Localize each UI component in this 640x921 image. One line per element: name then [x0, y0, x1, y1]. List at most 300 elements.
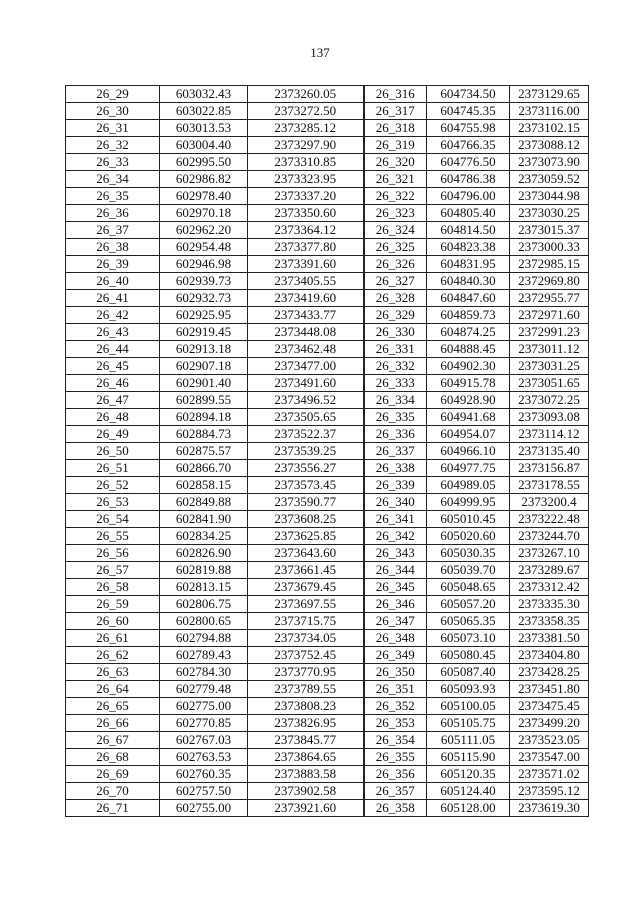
x-coordinate-cell: 605124.40 [427, 783, 510, 800]
y-coordinate-cell: 2373826.95 [248, 715, 364, 732]
y-coordinate-cell: 2373734.05 [248, 630, 364, 647]
point-id-cell: 26_46 [66, 375, 160, 392]
x-coordinate-cell: 604874.25 [427, 324, 510, 341]
x-coordinate-cell: 605039.70 [427, 562, 510, 579]
coordinates-table-body [66, 86, 589, 817]
x-coordinate-cell: 604999.95 [427, 494, 510, 511]
y-coordinate-cell: 2373522.37 [248, 426, 364, 443]
y-coordinate-cell: 2373129.65 [510, 86, 589, 103]
point-id-cell: 26_41 [66, 290, 160, 307]
point-id-cell: 26_341 [364, 511, 427, 528]
y-coordinate-cell: 2373523.05 [510, 732, 589, 749]
y-coordinate-cell: 2373391.60 [248, 256, 364, 273]
y-coordinate-cell: 2373608.25 [248, 511, 364, 528]
x-coordinate-cell: 604796.00 [427, 188, 510, 205]
x-coordinate-cell: 602767.03 [160, 732, 248, 749]
y-coordinate-cell: 2373312.42 [510, 579, 589, 596]
table-row [66, 749, 589, 766]
table-row [66, 120, 589, 137]
y-coordinate-cell: 2372969.80 [510, 273, 589, 290]
point-id-cell: 26_334 [364, 392, 427, 409]
point-id-cell: 26_29 [66, 86, 160, 103]
point-id-cell: 26_64 [66, 681, 160, 698]
y-coordinate-cell: 2373297.90 [248, 137, 364, 154]
table-row [66, 188, 589, 205]
x-coordinate-cell: 604989.05 [427, 477, 510, 494]
y-coordinate-cell: 2373088.12 [510, 137, 589, 154]
x-coordinate-cell: 602986.82 [160, 171, 248, 188]
y-coordinate-cell: 2373475.45 [510, 698, 589, 715]
table-row [66, 562, 589, 579]
table-row [66, 647, 589, 664]
point-id-cell: 26_68 [66, 749, 160, 766]
point-id-cell: 26_33 [66, 154, 160, 171]
y-coordinate-cell: 2373350.60 [248, 205, 364, 222]
y-coordinate-cell: 2373590.77 [248, 494, 364, 511]
y-coordinate-cell: 2373323.95 [248, 171, 364, 188]
y-coordinate-cell: 2373808.23 [248, 698, 364, 715]
x-coordinate-cell: 602813.15 [160, 579, 248, 596]
y-coordinate-cell: 2373556.27 [248, 460, 364, 477]
point-id-cell: 26_60 [66, 613, 160, 630]
y-coordinate-cell: 2373864.65 [248, 749, 364, 766]
point-id-cell: 26_331 [364, 341, 427, 358]
y-coordinate-cell: 2373571.02 [510, 766, 589, 783]
x-coordinate-cell: 602755.00 [160, 800, 248, 817]
y-coordinate-cell: 2373072.25 [510, 392, 589, 409]
point-id-cell: 26_39 [66, 256, 160, 273]
y-coordinate-cell: 2372985.15 [510, 256, 589, 273]
point-id-cell: 26_351 [364, 681, 427, 698]
table-row [66, 103, 589, 120]
y-coordinate-cell: 2372955.77 [510, 290, 589, 307]
point-id-cell: 26_34 [66, 171, 160, 188]
table-row [66, 86, 589, 103]
x-coordinate-cell: 602775.00 [160, 698, 248, 715]
x-coordinate-cell: 602875.57 [160, 443, 248, 460]
x-coordinate-cell: 605087.40 [427, 664, 510, 681]
x-coordinate-cell: 604734.50 [427, 86, 510, 103]
point-id-cell: 26_53 [66, 494, 160, 511]
x-coordinate-cell: 605120.35 [427, 766, 510, 783]
point-id-cell: 26_322 [364, 188, 427, 205]
point-id-cell: 26_329 [364, 307, 427, 324]
table-row [66, 205, 589, 222]
x-coordinate-cell: 602770.85 [160, 715, 248, 732]
point-id-cell: 26_31 [66, 120, 160, 137]
x-coordinate-cell: 604954.07 [427, 426, 510, 443]
point-id-cell: 26_67 [66, 732, 160, 749]
point-id-cell: 26_346 [364, 596, 427, 613]
y-coordinate-cell: 2373404.80 [510, 647, 589, 664]
x-coordinate-cell: 602858.15 [160, 477, 248, 494]
point-id-cell: 26_333 [364, 375, 427, 392]
x-coordinate-cell: 605111.05 [427, 732, 510, 749]
table-row [66, 630, 589, 647]
table-row [66, 273, 589, 290]
x-coordinate-cell: 604977.75 [427, 460, 510, 477]
x-coordinate-cell: 605073.10 [427, 630, 510, 647]
coordinates-table [65, 85, 589, 817]
x-coordinate-cell: 602939.73 [160, 273, 248, 290]
y-coordinate-cell: 2373102.15 [510, 120, 589, 137]
point-id-cell: 26_38 [66, 239, 160, 256]
y-coordinate-cell: 2373335.30 [510, 596, 589, 613]
point-id-cell: 26_324 [364, 222, 427, 239]
y-coordinate-cell: 2373267.10 [510, 545, 589, 562]
point-id-cell: 26_327 [364, 273, 427, 290]
y-coordinate-cell: 2372971.60 [510, 307, 589, 324]
x-coordinate-cell: 602760.35 [160, 766, 248, 783]
table-row [66, 698, 589, 715]
y-coordinate-cell: 2373260.05 [248, 86, 364, 103]
point-id-cell: 26_349 [364, 647, 427, 664]
x-coordinate-cell: 602919.45 [160, 324, 248, 341]
y-coordinate-cell: 2373114.12 [510, 426, 589, 443]
point-id-cell: 26_57 [66, 562, 160, 579]
x-coordinate-cell: 602763.53 [160, 749, 248, 766]
y-coordinate-cell: 2373135.40 [510, 443, 589, 460]
point-id-cell: 26_345 [364, 579, 427, 596]
point-id-cell: 26_328 [364, 290, 427, 307]
point-id-cell: 26_343 [364, 545, 427, 562]
point-id-cell: 26_347 [364, 613, 427, 630]
x-coordinate-cell: 602849.88 [160, 494, 248, 511]
point-id-cell: 26_358 [364, 800, 427, 817]
x-coordinate-cell: 603013.53 [160, 120, 248, 137]
y-coordinate-cell: 2373883.58 [248, 766, 364, 783]
x-coordinate-cell: 602978.40 [160, 188, 248, 205]
x-coordinate-cell: 604831.95 [427, 256, 510, 273]
y-coordinate-cell: 2373477.00 [248, 358, 364, 375]
y-coordinate-cell: 2373200.4 [510, 494, 589, 511]
table-row [66, 392, 589, 409]
x-coordinate-cell: 604847.60 [427, 290, 510, 307]
y-coordinate-cell: 2373697.55 [248, 596, 364, 613]
point-id-cell: 26_323 [364, 205, 427, 222]
table-row [66, 443, 589, 460]
x-coordinate-cell: 604755.98 [427, 120, 510, 137]
point-id-cell: 26_356 [364, 766, 427, 783]
y-coordinate-cell: 2373000.33 [510, 239, 589, 256]
y-coordinate-cell: 2373505.65 [248, 409, 364, 426]
x-coordinate-cell: 602834.25 [160, 528, 248, 545]
table-row [66, 545, 589, 562]
table-row [66, 222, 589, 239]
y-coordinate-cell: 2373428.25 [510, 664, 589, 681]
y-coordinate-cell: 2373011.12 [510, 341, 589, 358]
x-coordinate-cell: 604915.78 [427, 375, 510, 392]
x-coordinate-cell: 604902.30 [427, 358, 510, 375]
table-row [66, 766, 589, 783]
x-coordinate-cell: 602970.18 [160, 205, 248, 222]
y-coordinate-cell: 2373073.90 [510, 154, 589, 171]
y-coordinate-cell: 2373093.08 [510, 409, 589, 426]
y-coordinate-cell: 2373451.80 [510, 681, 589, 698]
point-id-cell: 26_330 [364, 324, 427, 341]
x-coordinate-cell: 605010.45 [427, 511, 510, 528]
y-coordinate-cell: 2373770.95 [248, 664, 364, 681]
x-coordinate-cell: 604745.35 [427, 103, 510, 120]
x-coordinate-cell: 605048.65 [427, 579, 510, 596]
x-coordinate-cell: 604786.38 [427, 171, 510, 188]
table-row [66, 341, 589, 358]
point-id-cell: 26_335 [364, 409, 427, 426]
table-row [66, 681, 589, 698]
point-id-cell: 26_317 [364, 103, 427, 120]
table-row [66, 307, 589, 324]
point-id-cell: 26_355 [364, 749, 427, 766]
y-coordinate-cell: 2373289.67 [510, 562, 589, 579]
point-id-cell: 26_47 [66, 392, 160, 409]
point-id-cell: 26_56 [66, 545, 160, 562]
point-id-cell: 26_37 [66, 222, 160, 239]
point-id-cell: 26_32 [66, 137, 160, 154]
x-coordinate-cell: 602784.30 [160, 664, 248, 681]
point-id-cell: 26_353 [364, 715, 427, 732]
y-coordinate-cell: 2373310.85 [248, 154, 364, 171]
y-coordinate-cell: 2373595.12 [510, 783, 589, 800]
y-coordinate-cell: 2373462.48 [248, 341, 364, 358]
y-coordinate-cell: 2373030.25 [510, 205, 589, 222]
point-id-cell: 26_336 [364, 426, 427, 443]
x-coordinate-cell: 605128.00 [427, 800, 510, 817]
y-coordinate-cell: 2373116.00 [510, 103, 589, 120]
point-id-cell: 26_318 [364, 120, 427, 137]
y-coordinate-cell: 2373244.70 [510, 528, 589, 545]
table-row [66, 460, 589, 477]
point-id-cell: 26_49 [66, 426, 160, 443]
x-coordinate-cell: 605105.75 [427, 715, 510, 732]
point-id-cell: 26_325 [364, 239, 427, 256]
y-coordinate-cell: 2373178.55 [510, 477, 589, 494]
point-id-cell: 26_69 [66, 766, 160, 783]
x-coordinate-cell: 603032.43 [160, 86, 248, 103]
y-coordinate-cell: 2373433.77 [248, 307, 364, 324]
point-id-cell: 26_62 [66, 647, 160, 664]
point-id-cell: 26_66 [66, 715, 160, 732]
y-coordinate-cell: 2373222.48 [510, 511, 589, 528]
point-id-cell: 26_326 [364, 256, 427, 273]
x-coordinate-cell: 602806.75 [160, 596, 248, 613]
x-coordinate-cell: 602913.18 [160, 341, 248, 358]
x-coordinate-cell: 604966.10 [427, 443, 510, 460]
table-row [66, 494, 589, 511]
point-id-cell: 26_319 [364, 137, 427, 154]
y-coordinate-cell: 2373679.45 [248, 579, 364, 596]
y-coordinate-cell: 2373364.12 [248, 222, 364, 239]
point-id-cell: 26_36 [66, 205, 160, 222]
x-coordinate-cell: 604888.45 [427, 341, 510, 358]
table-row [66, 426, 589, 443]
y-coordinate-cell: 2373625.85 [248, 528, 364, 545]
table-row [66, 528, 589, 545]
x-coordinate-cell: 604840.30 [427, 273, 510, 290]
y-coordinate-cell: 2373496.52 [248, 392, 364, 409]
x-coordinate-cell: 602841.90 [160, 511, 248, 528]
x-coordinate-cell: 603004.40 [160, 137, 248, 154]
point-id-cell: 26_348 [364, 630, 427, 647]
y-coordinate-cell: 2373031.25 [510, 358, 589, 375]
y-coordinate-cell: 2373015.37 [510, 222, 589, 239]
y-coordinate-cell: 2373377.80 [248, 239, 364, 256]
page-number: 137 [310, 45, 330, 60]
x-coordinate-cell: 604823.38 [427, 239, 510, 256]
x-coordinate-cell: 602789.43 [160, 647, 248, 664]
table-row [66, 409, 589, 426]
y-coordinate-cell: 2373059.52 [510, 171, 589, 188]
y-coordinate-cell: 2373643.60 [248, 545, 364, 562]
x-coordinate-cell: 602794.88 [160, 630, 248, 647]
point-id-cell: 26_54 [66, 511, 160, 528]
x-coordinate-cell: 604859.73 [427, 307, 510, 324]
table-row [66, 732, 589, 749]
y-coordinate-cell: 2373044.98 [510, 188, 589, 205]
x-coordinate-cell: 602826.90 [160, 545, 248, 562]
y-coordinate-cell: 2373845.77 [248, 732, 364, 749]
table-row [66, 664, 589, 681]
x-coordinate-cell: 602899.55 [160, 392, 248, 409]
y-coordinate-cell: 2373619.30 [510, 800, 589, 817]
x-coordinate-cell: 602962.20 [160, 222, 248, 239]
y-coordinate-cell: 2372991.23 [510, 324, 589, 341]
x-coordinate-cell: 605115.90 [427, 749, 510, 766]
x-coordinate-cell: 604941.68 [427, 409, 510, 426]
x-coordinate-cell: 604814.50 [427, 222, 510, 239]
point-id-cell: 26_70 [66, 783, 160, 800]
point-id-cell: 26_55 [66, 528, 160, 545]
point-id-cell: 26_354 [364, 732, 427, 749]
point-id-cell: 26_42 [66, 307, 160, 324]
y-coordinate-cell: 2373448.08 [248, 324, 364, 341]
point-id-cell: 26_59 [66, 596, 160, 613]
y-coordinate-cell: 2373419.60 [248, 290, 364, 307]
y-coordinate-cell: 2373573.45 [248, 477, 364, 494]
table-row [66, 154, 589, 171]
point-id-cell: 26_332 [364, 358, 427, 375]
x-coordinate-cell: 602894.18 [160, 409, 248, 426]
x-coordinate-cell: 602995.50 [160, 154, 248, 171]
point-id-cell: 26_44 [66, 341, 160, 358]
point-id-cell: 26_48 [66, 409, 160, 426]
x-coordinate-cell: 604805.40 [427, 205, 510, 222]
x-coordinate-cell: 604776.50 [427, 154, 510, 171]
table-row [66, 800, 589, 817]
y-coordinate-cell: 2373358.35 [510, 613, 589, 630]
x-coordinate-cell: 605093.93 [427, 681, 510, 698]
table-row [66, 596, 589, 613]
y-coordinate-cell: 2373491.60 [248, 375, 364, 392]
table-row [66, 511, 589, 528]
point-id-cell: 26_61 [66, 630, 160, 647]
x-coordinate-cell: 604766.35 [427, 137, 510, 154]
y-coordinate-cell: 2373156.87 [510, 460, 589, 477]
point-id-cell: 26_321 [364, 171, 427, 188]
y-coordinate-cell: 2373661.45 [248, 562, 364, 579]
point-id-cell: 26_52 [66, 477, 160, 494]
x-coordinate-cell: 602954.48 [160, 239, 248, 256]
x-coordinate-cell: 602932.73 [160, 290, 248, 307]
y-coordinate-cell: 2373499.20 [510, 715, 589, 732]
x-coordinate-cell: 602925.95 [160, 307, 248, 324]
x-coordinate-cell: 605030.35 [427, 545, 510, 562]
y-coordinate-cell: 2373272.50 [248, 103, 364, 120]
y-coordinate-cell: 2373539.25 [248, 443, 364, 460]
x-coordinate-cell: 602779.48 [160, 681, 248, 698]
x-coordinate-cell: 604928.90 [427, 392, 510, 409]
y-coordinate-cell: 2373405.55 [248, 273, 364, 290]
point-id-cell: 26_35 [66, 188, 160, 205]
point-id-cell: 26_30 [66, 103, 160, 120]
table-row [66, 290, 589, 307]
x-coordinate-cell: 602907.18 [160, 358, 248, 375]
y-coordinate-cell: 2373789.55 [248, 681, 364, 698]
point-id-cell: 26_71 [66, 800, 160, 817]
point-id-cell: 26_58 [66, 579, 160, 596]
y-coordinate-cell: 2373715.75 [248, 613, 364, 630]
x-coordinate-cell: 602819.88 [160, 562, 248, 579]
x-coordinate-cell: 602946.98 [160, 256, 248, 273]
table-row [66, 613, 589, 630]
y-coordinate-cell: 2373337.20 [248, 188, 364, 205]
y-coordinate-cell: 2373547.00 [510, 749, 589, 766]
point-id-cell: 26_344 [364, 562, 427, 579]
point-id-cell: 26_357 [364, 783, 427, 800]
y-coordinate-cell: 2373752.45 [248, 647, 364, 664]
y-coordinate-cell: 2373381.50 [510, 630, 589, 647]
x-coordinate-cell: 605065.35 [427, 613, 510, 630]
x-coordinate-cell: 605080.45 [427, 647, 510, 664]
point-id-cell: 26_320 [364, 154, 427, 171]
point-id-cell: 26_51 [66, 460, 160, 477]
point-id-cell: 26_337 [364, 443, 427, 460]
y-coordinate-cell: 2373902.58 [248, 783, 364, 800]
y-coordinate-cell: 2373921.60 [248, 800, 364, 817]
point-id-cell: 26_350 [364, 664, 427, 681]
table-row [66, 579, 589, 596]
table-row [66, 239, 589, 256]
x-coordinate-cell: 602884.73 [160, 426, 248, 443]
table-row [66, 171, 589, 188]
table-row [66, 375, 589, 392]
point-id-cell: 26_40 [66, 273, 160, 290]
point-id-cell: 26_63 [66, 664, 160, 681]
point-id-cell: 26_65 [66, 698, 160, 715]
table-row [66, 324, 589, 341]
table-row [66, 358, 589, 375]
table-row [66, 477, 589, 494]
x-coordinate-cell: 605100.05 [427, 698, 510, 715]
point-id-cell: 26_339 [364, 477, 427, 494]
x-coordinate-cell: 602866.70 [160, 460, 248, 477]
point-id-cell: 26_50 [66, 443, 160, 460]
point-id-cell: 26_340 [364, 494, 427, 511]
table-row [66, 137, 589, 154]
x-coordinate-cell: 602901.40 [160, 375, 248, 392]
table-row [66, 715, 589, 732]
y-coordinate-cell: 2373051.65 [510, 375, 589, 392]
point-id-cell: 26_316 [364, 86, 427, 103]
point-id-cell: 26_338 [364, 460, 427, 477]
x-coordinate-cell: 603022.85 [160, 103, 248, 120]
point-id-cell: 26_342 [364, 528, 427, 545]
x-coordinate-cell: 605057.20 [427, 596, 510, 613]
x-coordinate-cell: 602757.50 [160, 783, 248, 800]
table-row [66, 256, 589, 273]
point-id-cell: 26_45 [66, 358, 160, 375]
table-row [66, 783, 589, 800]
point-id-cell: 26_352 [364, 698, 427, 715]
